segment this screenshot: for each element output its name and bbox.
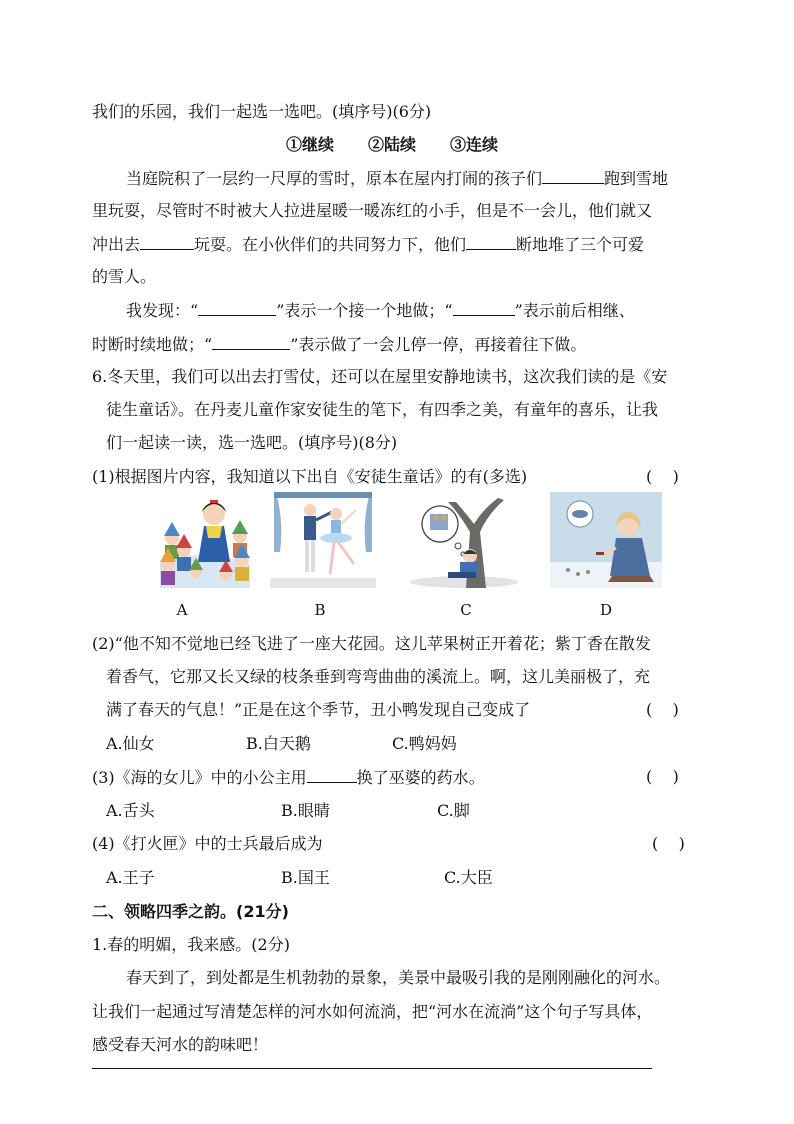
- q5-passage-line-4: 的雪人。: [92, 267, 157, 286]
- q6-sub3: (3)《海的女儿》中的小公主用 换了巫婆的药水。: [92, 768, 485, 787]
- q6-sub4-option-c: C.大臣: [444, 868, 493, 887]
- q6-sub2-option-a: A.仙女: [106, 734, 155, 753]
- section-2-q1-line-1: 春天到了，到处都是生机勃勃的景象，美景中最吸引我的是刚刚融化的河水。: [126, 968, 671, 987]
- q6-sub4: (4)《打火匣》中的士兵最后成为: [92, 834, 323, 853]
- image-label-d: D: [599, 601, 613, 619]
- fill-blank-5[interactable]: [453, 300, 515, 316]
- q6-sub2-line-2: 着香气，它那又长又绿的枝条垂到弯弯曲曲的溪流上。啊，这儿美丽极了，充: [106, 667, 651, 686]
- q6-sub2-option-b: B.白天鹅: [246, 734, 311, 753]
- section-2-q1-line-2: 让我们一起通过写清楚怎样的河水如何流淌，把“河水在流淌”这个句子写具体，: [92, 1002, 653, 1021]
- q5-finding-line-1: 我发现：“ ”表示一个接一个地做；“ ”表示前后相继、: [126, 301, 635, 320]
- q6-sub2-answer-paren[interactable]: ( ): [646, 700, 679, 719]
- snow-white-dwarfs-illustration[interactable]: [150, 492, 260, 588]
- q6-sub3-option-c: C.脚: [437, 801, 470, 820]
- q6-sub1-answer-paren[interactable]: ( ): [646, 467, 679, 486]
- q6-sub3-option-b: B.眼睛: [281, 801, 330, 820]
- q5-finding-line-2: 时断时续地做；“ ”表示做了一会儿停一停，再接着往下做。: [92, 335, 587, 354]
- image-label-c: C: [460, 601, 472, 619]
- fill-blank-2[interactable]: [140, 234, 194, 250]
- fill-blank-4[interactable]: [198, 300, 276, 316]
- image-label-a: A: [176, 601, 188, 619]
- q6-line-3: 们一起读一读，选一选吧。(填序号)(8分): [106, 433, 398, 452]
- q6-sub4-option-a: A.王子: [106, 868, 155, 887]
- section-2-q1-title: 1.春的明媚，我来感。(2分): [92, 935, 290, 954]
- section-2-q1-line-3: 感受春天河水的韵味吧！: [92, 1035, 269, 1054]
- q5-option-1: ①继续: [286, 135, 335, 154]
- q6-sub3-option-a: A.舌头: [106, 801, 155, 820]
- q6-sub4-answer-paren[interactable]: ( ): [652, 834, 685, 853]
- q6-sub1: (1)根据图片内容，我知道以下出自《安徒生童话》的有(多选): [92, 467, 528, 486]
- q6-sub2-option-c: C.鸭妈妈: [392, 734, 457, 753]
- q5-passage-line-2: 里玩耍，尽管时不时被大人拉进屋暖一暖冻红的小手，但是不一会儿，他们就又: [92, 201, 653, 220]
- q5-passage-line-3: 冲出去 玩耍。在小伙伴们的共同努力下，他们 断地堆了三个可爱: [92, 235, 645, 254]
- section-2-title: 二、领略四季之韵。(21分): [92, 902, 289, 921]
- answer-writing-line[interactable]: [92, 1068, 652, 1069]
- q6-sub2-line-1: (2)“他不知不觉地已经飞进了一座大花园。这儿苹果树正开着花；紫丁香在散发: [92, 634, 651, 653]
- fill-blank-1[interactable]: [542, 168, 604, 184]
- q5-option-3: ③连续: [450, 135, 499, 154]
- q5-passage-line-1: 当庭院积了一层约一尺厚的雪时，原本在屋内打闹的孩子们 跑到雪地: [126, 169, 669, 188]
- fill-blank-3[interactable]: [466, 234, 516, 250]
- q6-sub2-line-3: 满了春天的气息！”正是在这个季节，丑小鸭发现自己变成了: [106, 700, 531, 719]
- fill-blank-6[interactable]: [212, 334, 290, 350]
- q6-sub4-option-b: B.国王: [281, 868, 330, 887]
- image-label-b: B: [314, 601, 326, 619]
- boy-under-tree-illustration[interactable]: [408, 492, 520, 588]
- q6-sub3-answer-paren[interactable]: ( ): [646, 767, 679, 786]
- fill-blank-7[interactable]: [307, 767, 357, 783]
- ballet-dancers-illustration[interactable]: [270, 492, 376, 588]
- q5-intro: 我们的乐园，我们一起选一选吧。(填序号)(6分): [92, 102, 432, 121]
- q6-line-2: 徒生童话》。在丹麦儿童作家安徒生的笔下，有四季之美，有童年的喜乐，让我: [106, 400, 659, 419]
- q6-line-1: 6.冬天里，我们可以出去打雪仗，还可以在屋里安静地读书，这次我们读的是《安: [92, 367, 668, 386]
- girl-in-snow-illustration[interactable]: [550, 492, 662, 588]
- q5-option-2: ②陆续: [368, 135, 417, 154]
